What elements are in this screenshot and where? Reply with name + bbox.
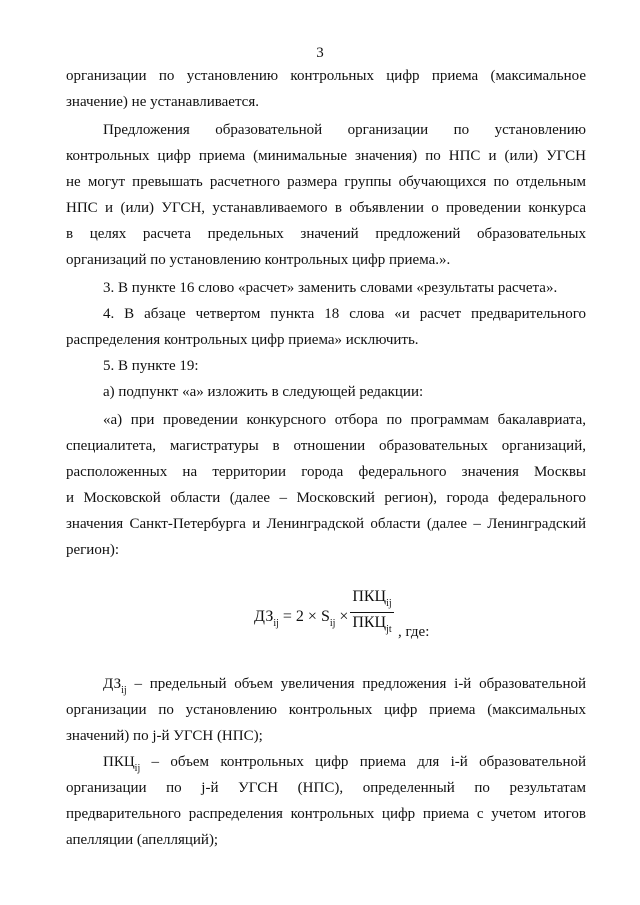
def2-text-1: – объем контрольных цифр приема для i-й образовательной xyxy=(140,754,586,770)
formula-den-symbol: ПКЦ xyxy=(352,614,387,631)
formula-times: × xyxy=(335,608,349,625)
formula-den-subscript: jt xyxy=(386,624,392,635)
para-a-line-5: значения Санкт-Петербурга и Ленинградской области (далее – Ленинградский xyxy=(66,516,586,532)
para2-line-2: контрольных цифр приема (минимальные значения) по НПС и (или) УГСН xyxy=(66,148,586,164)
para-a-line-3: расположенных на территории города федерального значения Москвы xyxy=(66,464,586,480)
fraction-bar xyxy=(350,612,394,613)
formula-num-subscript: ij xyxy=(386,598,392,609)
para2-line-4: НПС и (или) УГСН, устанавливаемого в объявлении о проведении конкурса xyxy=(66,200,586,216)
def1-line-3: значений) по j-й УГСН (НПС); xyxy=(66,728,263,744)
para-a-line-6: регион): xyxy=(66,542,120,558)
formula-s-subscript: ij xyxy=(329,618,336,629)
para2-line-3: не могут превышать расчетного размера группы обучающихся по отдельным xyxy=(66,174,586,190)
para2-line-6: организаций по установлению контрольных цифр приема.». xyxy=(66,252,451,268)
para-a-line-1: «а) при проведении конкурсного отбора по программам бакалавриата, xyxy=(103,412,586,428)
subitem-a: а) подпункт «а» изложить в следующей редакции: xyxy=(103,384,424,400)
def1-line-2: организации по установлению контрольных цифр приема (максимальных xyxy=(66,702,586,718)
def2-line-2: организации по j-й УГСН (НПС), определенный по результатам xyxy=(66,780,586,796)
item-5: 5. В пункте 19: xyxy=(103,358,199,374)
formula-lhs-symbol: ДЗ xyxy=(254,608,274,625)
formula-numerator xyxy=(350,588,394,609)
formula-lhs xyxy=(254,608,349,629)
def1-symbol xyxy=(103,676,127,696)
def2-symbol-text: ПКЦ xyxy=(103,754,135,770)
def2-line-3: предварительного распределения контрольных цифр приема с учетом итогов xyxy=(66,806,586,822)
def2-line-4: апелляции (апелляций); xyxy=(66,832,219,848)
para-a-line-4: и Московской области (далее – Московский регион), города федерального xyxy=(66,490,586,506)
def2-symbol xyxy=(103,754,141,774)
def1-text-1: – предельный объем увеличения предложения i-й образовательной xyxy=(126,676,586,692)
formula-lhs-subscript: ij xyxy=(273,618,279,629)
formula-num-symbol: ПКЦ xyxy=(352,588,387,605)
def2-subscript: ij xyxy=(134,763,141,774)
formula-tail: , где: xyxy=(398,624,430,640)
para1-line-2: значение) не устанавливается. xyxy=(66,94,259,110)
def1-symbol-text: ДЗ xyxy=(103,676,122,692)
para-a-line-2: специалитета, магистратуры в отношении образовательных организаций, xyxy=(66,438,586,454)
formula-equals: = 2 × S xyxy=(278,608,330,625)
page-number: 3 xyxy=(316,45,324,61)
item-4-line-2: распределения контрольных цифр приема» исключить. xyxy=(66,332,419,348)
def1-line-1 xyxy=(66,671,586,699)
para2-line-5: в целях расчета предельных значений предложений образовательных xyxy=(66,226,586,242)
item-3: 3. В пункте 16 слово «расчет» заменить словами «результаты расчета». xyxy=(103,280,558,296)
para1-line-1: организации по установлению контрольных цифр приема (максимальное xyxy=(66,68,586,84)
formula-denominator xyxy=(350,614,394,635)
item-4-line-1: 4. В абзаце четвертом пункта 18 слова «и расчет предварительного xyxy=(103,306,586,322)
para2-line-1: Предложения образовательной организации по установлению xyxy=(103,122,586,138)
def1-subscript: ij xyxy=(121,685,127,696)
def2-line-1 xyxy=(66,749,586,777)
